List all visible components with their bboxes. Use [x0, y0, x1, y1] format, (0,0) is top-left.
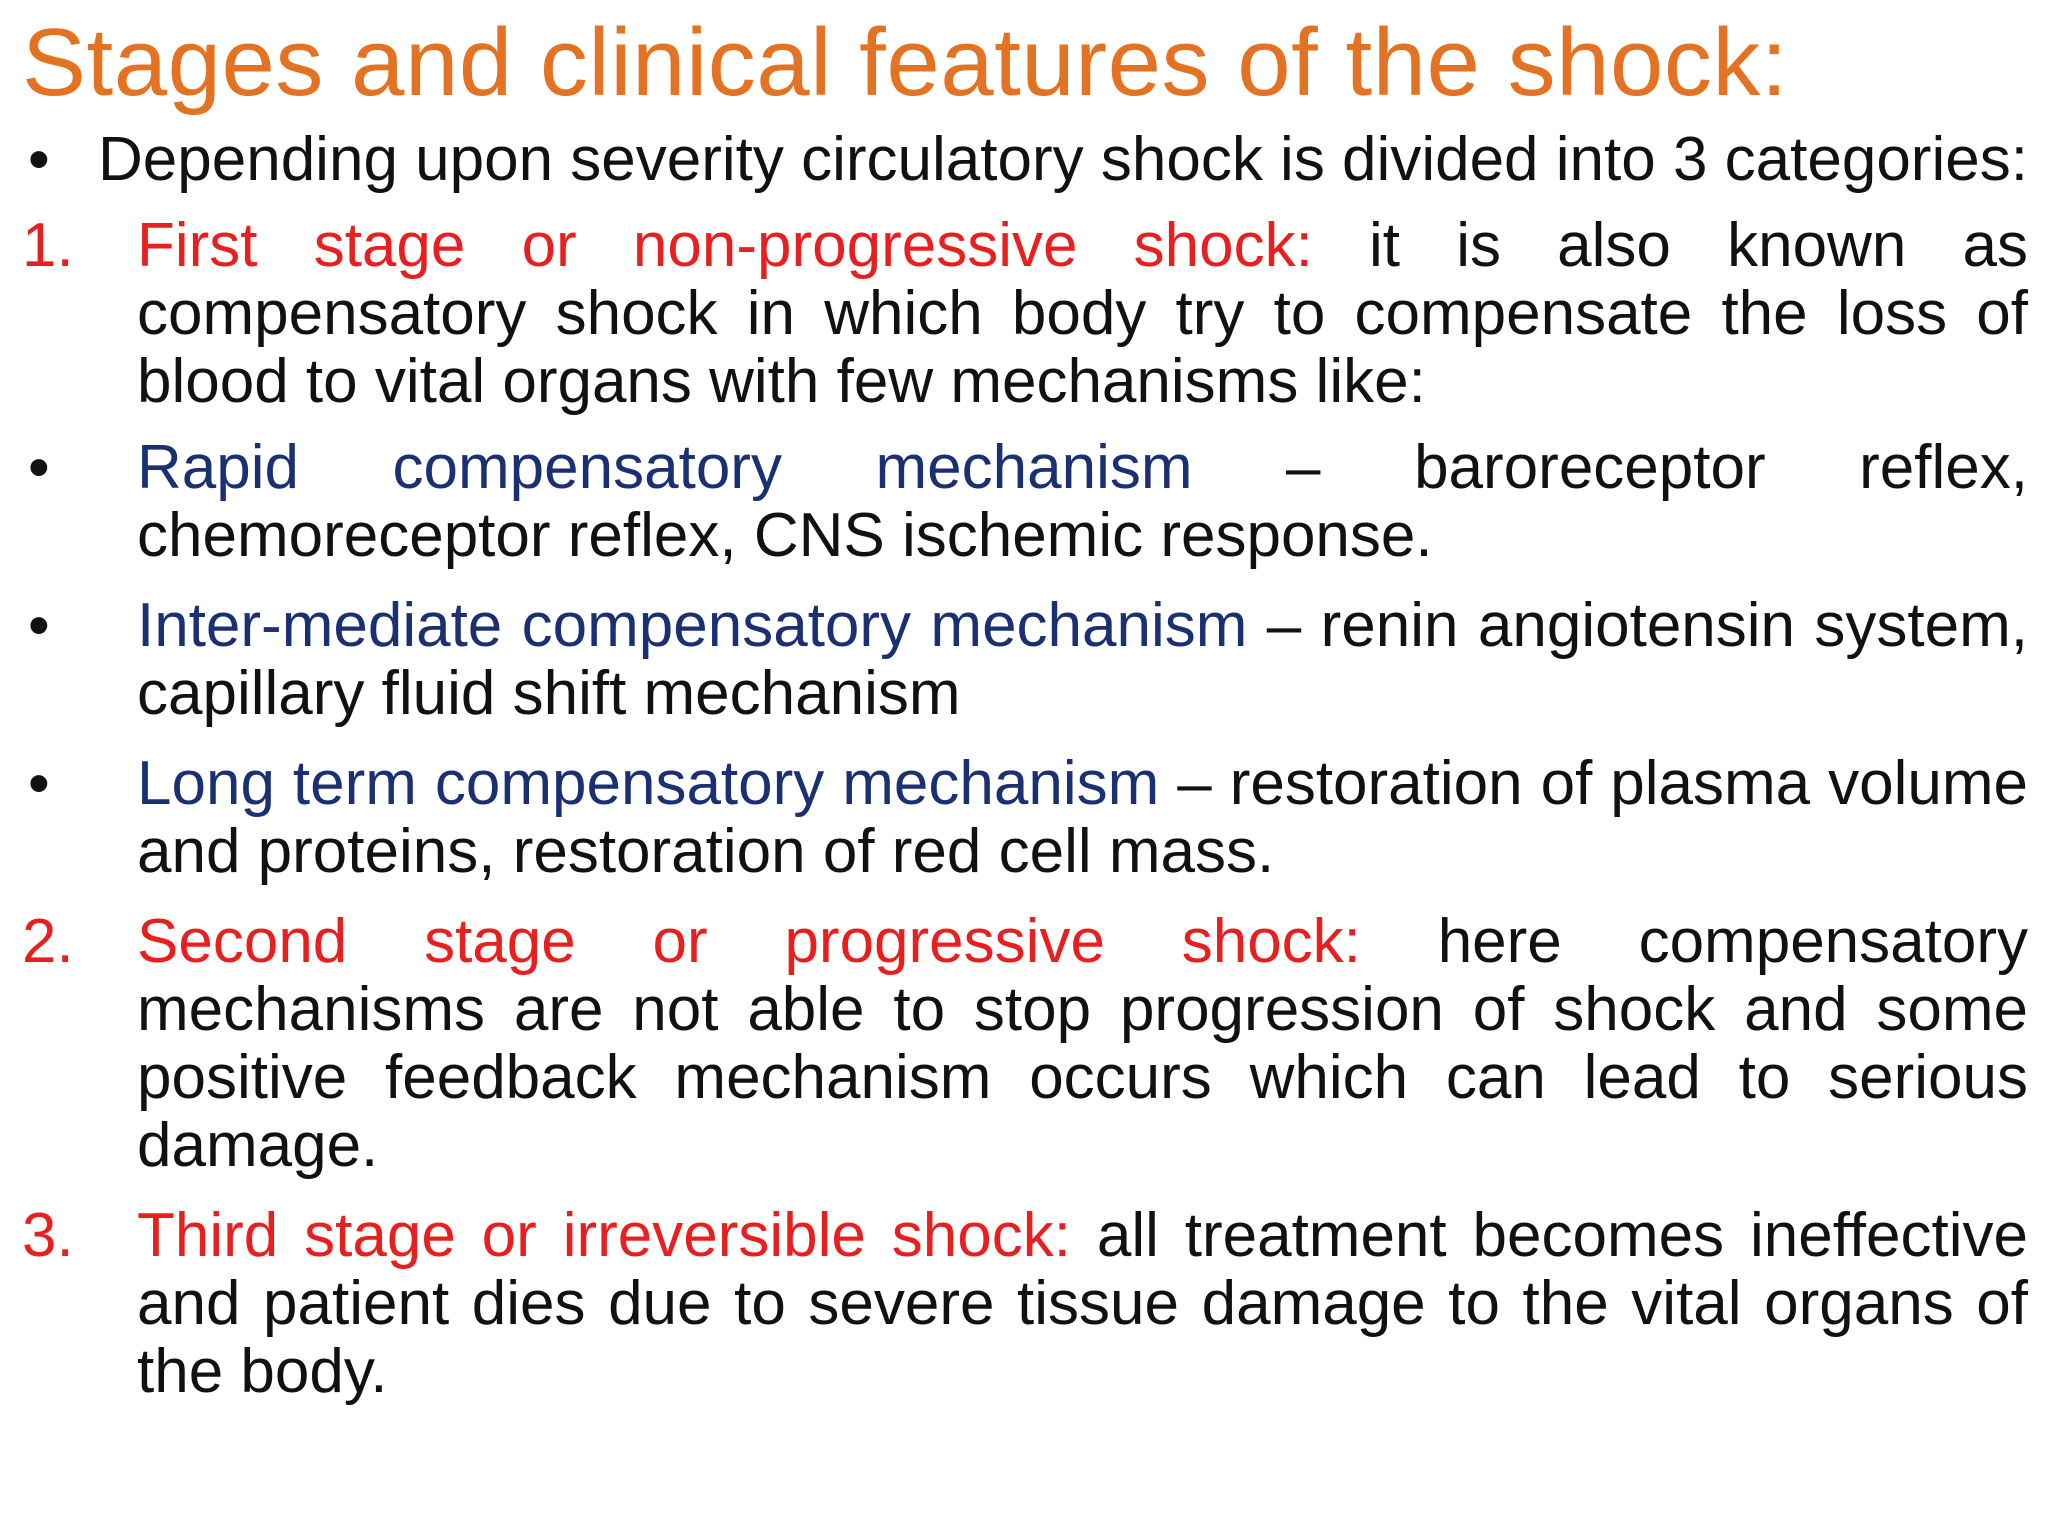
stage-2-text: here compensatory mechanisms are not able to stop progression of shock and some positive feedback mechanism occurs which can lead to serious damage. [137, 907, 2028, 1180]
stage-2-heading: Second stage or progressive shock: [137, 907, 1361, 976]
mechanism-rapid-content [137, 434, 2028, 570]
stage-2-content [137, 908, 2028, 1180]
bullet-marker: • [28, 433, 50, 502]
mechanism-long-term-text: – restoration of plasma volume and proteins, restoration of red cell mass. [137, 749, 2028, 886]
stage-2-number: 2. [22, 907, 74, 976]
intro-bullet [22, 126, 2028, 194]
mechanism-intermediate-item [22, 592, 2028, 728]
mechanism-long-term-name: Long term compensatory mechanism [137, 749, 1160, 818]
slide-title: Stages and clinical features of the shock: [22, 9, 1789, 116]
stage-3-text: all treatment becomes ineffective and patient dies due to severe tissue damage to the vital organs of the body. [137, 1201, 2028, 1406]
intro-text: Depending upon severity circulatory shock is divided into 3 categories: [98, 125, 2028, 194]
mechanism-long-term-content [137, 750, 2028, 886]
stage-1-content [137, 212, 2028, 416]
stage-2-item [22, 908, 2028, 1180]
mechanism-rapid-item [22, 434, 2028, 570]
mechanism-intermediate-name: Inter-mediate compensatory mechanism [137, 591, 1248, 660]
mechanism-rapid-text: – baroreceptor reflex, chemoreceptor reflex, CNS ischemic response. [137, 433, 2028, 570]
bullet-marker: • [28, 125, 50, 194]
stage-3-heading: Third stage or irreversible shock: [137, 1201, 1071, 1270]
stage-1-heading: First stage or non-progressive shock: [137, 211, 1313, 280]
stage-3-item [22, 1202, 2028, 1406]
mechanism-long-term-item [22, 750, 2028, 886]
mechanism-intermediate-text: – renin angiotensin system, capillary fluid shift mechanism [137, 591, 2028, 728]
stage-3-number: 3. [22, 1201, 74, 1270]
bullet-marker: • [28, 749, 50, 818]
mechanism-intermediate-content [137, 592, 2028, 728]
bullet-marker: • [28, 591, 50, 660]
mechanism-rapid-name: Rapid compensatory mechanism [137, 433, 1193, 502]
stage-3-content [137, 1202, 2028, 1406]
stage-1-item [22, 212, 2028, 416]
stage-1-number: 1. [22, 211, 74, 280]
stage-1-text: it is also known as compensatory shock in which body try to compensate the loss of blood to vital organs with few mechanisms like: [137, 211, 2028, 416]
